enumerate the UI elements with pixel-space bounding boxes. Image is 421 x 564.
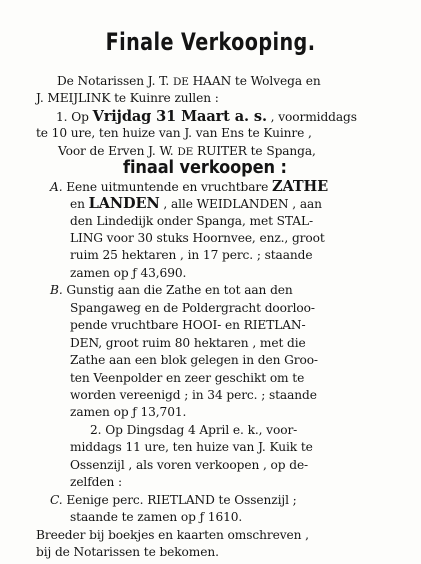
text-smallcaps: DE [172, 76, 189, 88]
text-segment: Eene uitmuntende en vruchtbare [62, 180, 273, 194]
text-segment: Voor de Erven J. W. [58, 144, 178, 158]
text-line-10: LING voor 30 stuks Hoornvee, enz., groot [70, 231, 325, 245]
sale-date-1: Vrijdag 31 Maart a. s. [92, 108, 267, 125]
text-line-21: 2. Op Dingsdag 4 April e. k., voor- [90, 423, 298, 437]
text-segment: De Notarissen J. T. [57, 74, 173, 88]
text-segment: , alle WEIDLANDEN , aan [159, 197, 322, 211]
text-bold: LANDEN [88, 195, 160, 212]
text-line-4: te 10 ure, ten huize van J. van Ens te Kuinre , [36, 126, 312, 140]
text-line-3 [56, 110, 357, 125]
text-line-19: worden vereenigd ; in 34 perc. ; staande [70, 388, 317, 402]
text-line-2: J. MEIJLINK te Kuinre zullen : [36, 91, 219, 105]
text-line-22: middags 11 ure, ten huize van J. Kuik te [70, 440, 313, 454]
text-bold: ZATHE [272, 178, 329, 195]
text-line-13 [50, 284, 293, 296]
text-line-24: zelfden : [70, 475, 122, 489]
text-line-23: Ossenzijl , als voren verkoopen , op de- [70, 458, 309, 472]
text-line-16: DEN, groot ruim 80 hektaren , met die [70, 336, 306, 350]
ad-title: Finale Verkooping. [105, 28, 316, 56]
text-line-12: zamen op ƒ 43,690. [70, 266, 187, 280]
text-line-5 [58, 145, 316, 158]
lot-marker-a: A. [50, 180, 63, 194]
text-line-11: ruim 25 hektaren , in 17 perc. ; staande [70, 248, 313, 262]
text-line-1 [57, 75, 321, 88]
text-segment: 1. Op [56, 110, 93, 124]
text-line-8 [70, 197, 322, 212]
text-line-14: Spangaweg en de Poldergracht doorloo- [70, 301, 315, 315]
text-line-28: bij de Notarissen te bekomen. [36, 545, 219, 559]
text-line-27: Breeder bij boekjes en kaarten omschreven , [36, 528, 309, 542]
text-segment: , voormiddags [266, 110, 357, 124]
text-segment: Eenige perc. RIETLAND te Ossenzijl ; [62, 493, 297, 507]
text-segment: en [70, 197, 89, 211]
text-line-7 [50, 180, 328, 195]
lot-marker-c: C. [50, 493, 63, 507]
text-segment: Gunstig aan die Zathe en tot aan den [62, 283, 293, 297]
text-segment: HAAN te Wolvega en [188, 74, 321, 88]
text-line-25 [50, 494, 297, 506]
lot-marker-b: B. [50, 283, 63, 297]
text-line-20: zamen op ƒ 13,701. [70, 405, 187, 419]
text-line-18: ten Veenpolder en zeer geschikt om te [70, 371, 305, 385]
text-line-15: pende vruchtbare HOOI- en RIETLAN- [70, 318, 306, 332]
text-line-26: staande te zamen op ƒ 1610. [70, 510, 243, 524]
text-segment: RUITER te Spanga, [193, 144, 316, 158]
finaal-verkoopen-heading: finaal verkoopen : [123, 157, 287, 178]
text-line-17: Zathe aan een blok gelegen in den Groo- [70, 353, 318, 367]
text-line-9: den Lindedijk onder Spanga, met STAL- [70, 214, 313, 228]
text-smallcaps: DE [177, 146, 194, 158]
